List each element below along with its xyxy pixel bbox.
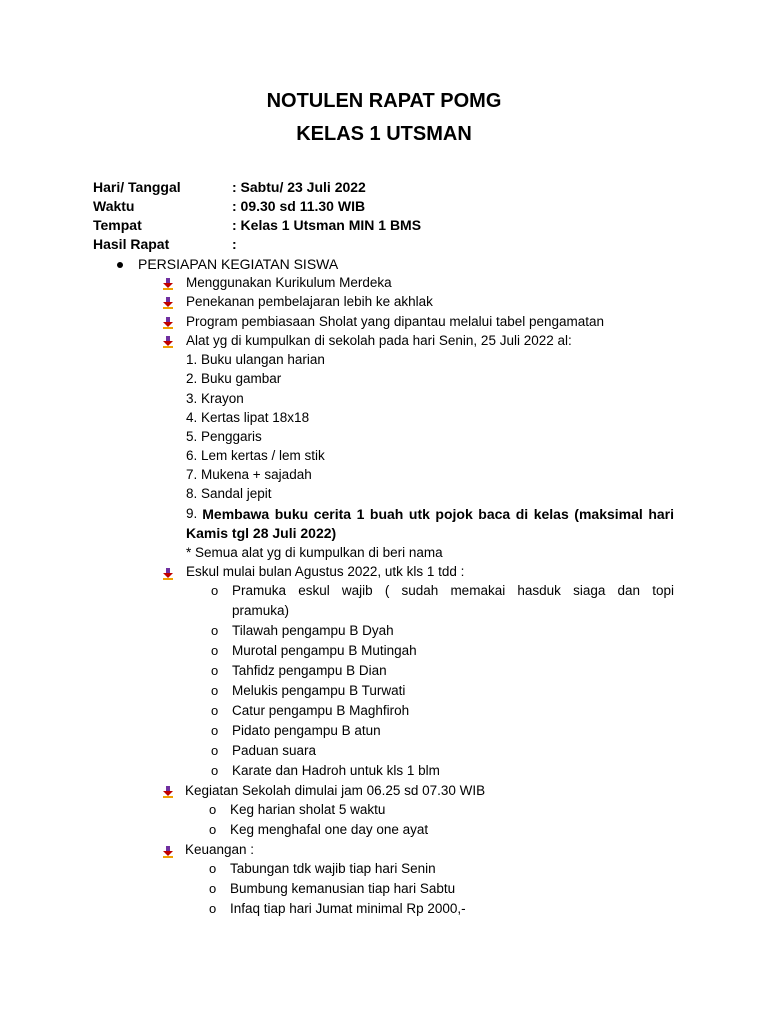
item-number: 9. (186, 506, 198, 521)
numbered-item: 5. Penggaris (186, 429, 262, 444)
item-text-continued: Kamis tgl 28 Juli 2022) (186, 525, 337, 541)
sub-list-item: Keg harian sholat 5 waktu (230, 802, 386, 817)
document-title: NOTULEN RAPAT POMG (266, 90, 502, 112)
arrow-bullet-icon (163, 846, 174, 858)
circle-bullet-icon: o (209, 802, 217, 817)
numbered-item-9 (186, 506, 674, 522)
numbered-item: 7. Mukena + sajadah (186, 467, 312, 482)
circle-bullet-icon: o (209, 881, 217, 896)
arrow-bullet-icon (163, 317, 174, 329)
info-label: Hari/ Tanggal (93, 179, 181, 195)
info-value: : Kelas 1 Utsman MIN 1 BMS (232, 217, 422, 233)
sub-list-item: Bumbung kemanusian tiap hari Sabtu (230, 881, 456, 896)
list-item: Eskul mulai bulan Agustus 2022, utk kls 1 tdd : (186, 564, 465, 579)
arrow-bullet-icon (163, 336, 174, 348)
sub-list-item: Pidato pengampu B atun (232, 723, 381, 738)
item-text: Membawa buku cerita 1 buah utk pojok baca di kelas (maksimal hari (202, 506, 674, 522)
circle-bullet-icon: o (211, 723, 219, 738)
info-value: : 09.30 sd 11.30 WIB (232, 198, 366, 214)
info-value: : (232, 236, 237, 252)
sub-list-item: Pramuka eskul wajib ( sudah memakai hasduk siaga dan topi (232, 583, 674, 598)
arrow-bullet-icon (163, 568, 174, 580)
info-label: Hasil Rapat (93, 236, 170, 252)
sub-list-item: Tabungan tdk wajib tiap hari Senin (230, 861, 436, 876)
circle-bullet-icon: o (211, 643, 219, 658)
info-label: Waktu (93, 198, 135, 214)
arrow-bullet-icon (163, 786, 174, 798)
sub-list-item: Tahfidz pengampu B Dian (232, 663, 387, 678)
circle-bullet-icon: o (211, 663, 219, 678)
sub-list-item: Murotal pengampu B Mutingah (232, 643, 417, 658)
list-item: Keuangan : (185, 842, 255, 857)
numbered-item: 2. Buku gambar (186, 371, 282, 386)
circle-bullet-icon: o (209, 861, 217, 876)
list-item: Kegiatan Sekolah dimulai jam 06.25 sd 07.30 WIB (185, 783, 486, 798)
circle-bullet-icon: o (211, 623, 219, 638)
circle-bullet-icon: o (211, 683, 219, 698)
circle-bullet-icon: o (211, 703, 219, 718)
info-label: Tempat (93, 217, 142, 233)
circle-bullet-icon: o (209, 901, 217, 916)
circle-bullet-icon: o (211, 583, 219, 598)
numbered-item: 3. Krayon (186, 391, 244, 406)
list-item: Alat yg di kumpulkan di sekolah pada hari Senin, 25 Juli 2022 al: (186, 333, 572, 348)
list-item: Menggunakan Kurikulum Merdeka (186, 275, 392, 290)
section-title: PERSIAPAN KEGIATAN SISWA (138, 256, 339, 272)
numbered-item: 1. Buku ulangan harian (186, 352, 325, 367)
numbered-item: 6. Lem kertas / lem stik (186, 448, 325, 463)
circle-bullet-icon: o (211, 763, 219, 778)
bullet-dot-icon (117, 262, 123, 268)
list-item: Penekanan pembelajaran lebih ke akhlak (186, 294, 433, 309)
sub-list-item: Melukis pengampu B Turwati (232, 683, 406, 698)
info-value: : Sabtu/ 23 Juli 2022 (232, 179, 366, 195)
sub-list-item: Tilawah pengampu B Dyah (232, 623, 394, 638)
document-subtitle: KELAS 1 UTSMAN (296, 123, 472, 145)
sub-list-item-continued: pramuka) (232, 603, 290, 618)
numbered-item: 4. Kertas lipat 18x18 (186, 410, 310, 425)
sub-list-item: Keg menghafal one day one ayat (230, 822, 429, 837)
arrow-bullet-icon (163, 297, 174, 309)
circle-bullet-icon: o (211, 743, 219, 758)
sub-list-item: Catur pengampu B Maghfiroh (232, 703, 410, 718)
numbered-item: 8. Sandal jepit (186, 486, 272, 501)
circle-bullet-icon: o (209, 822, 217, 837)
sub-list-item: Paduan suara (232, 743, 317, 758)
note-text: * Semua alat yg di kumpulkan di beri nama (186, 545, 443, 560)
sub-list-item: Infaq tiap hari Jumat minimal Rp 2000,- (230, 901, 466, 916)
list-item: Program pembiasaan Sholat yang dipantau melalui tabel pengamatan (186, 314, 605, 329)
sub-list-item: Karate dan Hadroh untuk kls 1 blm (232, 763, 440, 778)
arrow-bullet-icon (163, 278, 174, 290)
